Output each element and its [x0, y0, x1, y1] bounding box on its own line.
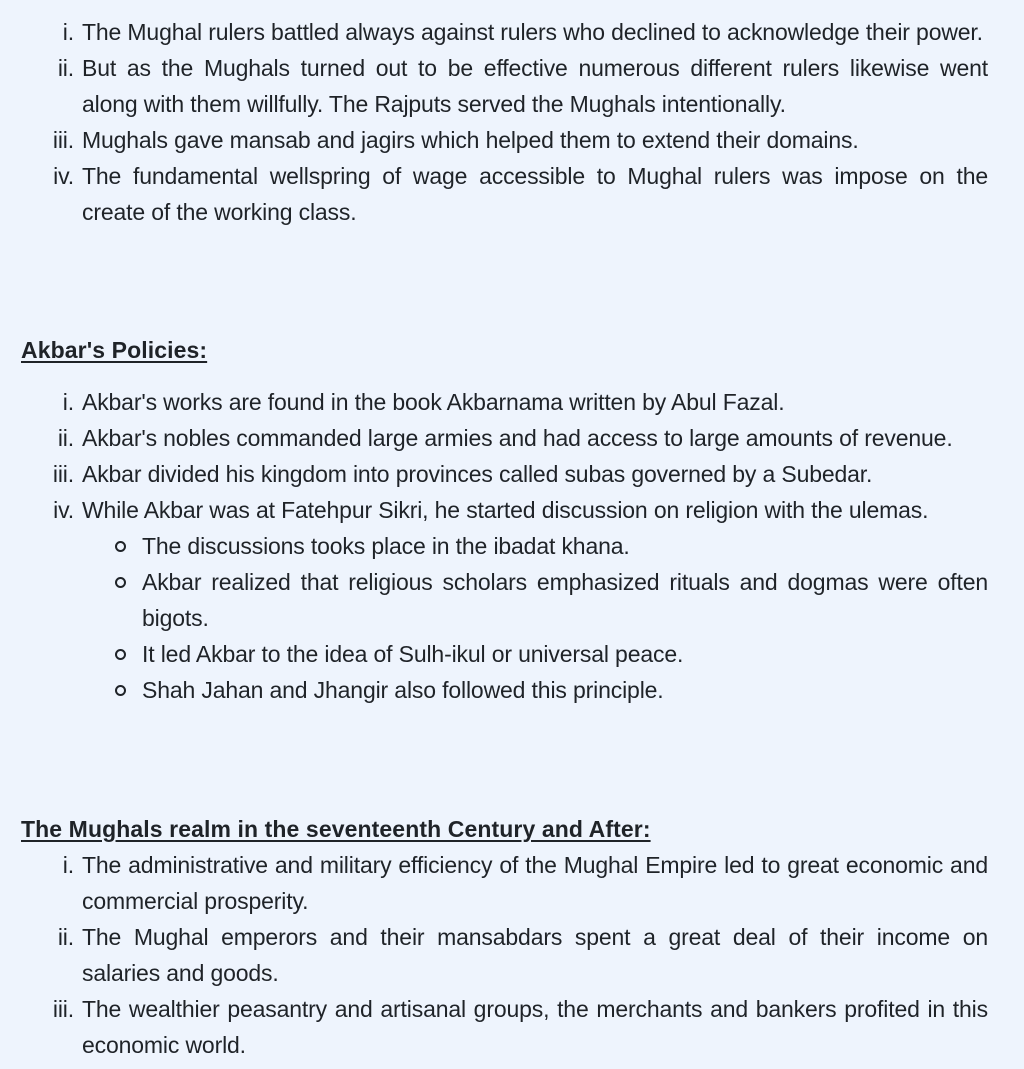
bullet-icon — [115, 649, 126, 660]
list-item — [0, 384, 988, 420]
list-item-text: The administrative and military efficiency of the Mughal Empire led to great economic and commercial prosperity. — [82, 852, 988, 914]
sub-bullet-list — [82, 528, 988, 708]
bullet-item — [82, 672, 988, 708]
akbar-policies-heading: Akbar's Policies: — [21, 337, 208, 363]
list-item — [0, 991, 988, 1063]
list-number: i. — [62, 19, 74, 45]
list-number: iv. — [53, 497, 74, 523]
list-number: iii. — [52, 127, 74, 153]
bullet-icon — [115, 577, 126, 588]
list-item-text: The wealthier peasantry and artisanal groups, the merchants and bankers profited in this economic world. — [82, 996, 988, 1058]
list-item — [0, 492, 988, 708]
bullet-item — [82, 528, 988, 564]
list-item — [0, 158, 988, 230]
list-number: i. — [62, 389, 74, 415]
list-item-text: While Akbar was at Fatehpur Sikri, he started discussion on religion with the ulemas. — [82, 497, 929, 523]
list-item-text: The Mughal emperors and their mansabdars spent a great deal of their income on salaries and goods. — [82, 924, 988, 986]
bullet-text: It led Akbar to the idea of Sulh-ikul or universal peace. — [142, 641, 684, 667]
mughal-realm-heading: The Mughals realm in the seventeenth Century and After: — [21, 816, 651, 842]
list-item — [0, 919, 988, 991]
bullet-item — [82, 636, 988, 672]
bullet-icon — [115, 541, 126, 552]
list-number: ii. — [57, 924, 74, 950]
list-item — [0, 14, 988, 50]
list-item — [0, 847, 988, 919]
bullet-item — [82, 564, 988, 636]
list-item-text: The Mughal rulers battled always against rulers who declined to acknowledge their power. — [82, 19, 983, 45]
bullet-text: The discussions tooks place in the ibadat khana. — [142, 533, 630, 559]
list-item-text: Mughals gave mansab and jagirs which helped them to extend their domains. — [82, 127, 859, 153]
list-item — [0, 122, 988, 158]
list-item-text: Akbar's works are found in the book Akbarnama written by Abul Fazal. — [82, 389, 785, 415]
list-item-text: Akbar divided his kingdom into provinces called subas governed by a Subedar. — [82, 461, 873, 487]
list-number: ii. — [57, 425, 74, 451]
list-item — [0, 420, 988, 456]
list-item-text: But as the Mughals turned out to be effective numerous different rulers likewise went along with them willfully. The Rajputs served the Mughals intentionally. — [82, 55, 988, 117]
bullet-icon — [115, 685, 126, 696]
list-number: iii. — [52, 996, 74, 1022]
mughal-realm-list — [0, 847, 988, 1063]
list-number: ii. — [57, 55, 74, 81]
list-item-text: The fundamental wellspring of wage accessible to Mughal rulers was impose on the create of the working class. — [82, 163, 988, 225]
list-item — [0, 456, 988, 492]
bullet-text: Akbar realized that religious scholars emphasized rituals and dogmas were often bigots. — [142, 569, 988, 631]
bullet-text: Shah Jahan and Jhangir also followed this principle. — [142, 677, 664, 703]
list-item — [0, 50, 988, 122]
list-number: i. — [62, 852, 74, 878]
mughal-rule-list — [0, 14, 988, 230]
list-number: iii. — [52, 461, 74, 487]
akbar-policies-list — [0, 384, 988, 708]
list-item-text: Akbar's nobles commanded large armies and had access to large amounts of revenue. — [82, 425, 953, 451]
list-number: iv. — [53, 163, 74, 189]
